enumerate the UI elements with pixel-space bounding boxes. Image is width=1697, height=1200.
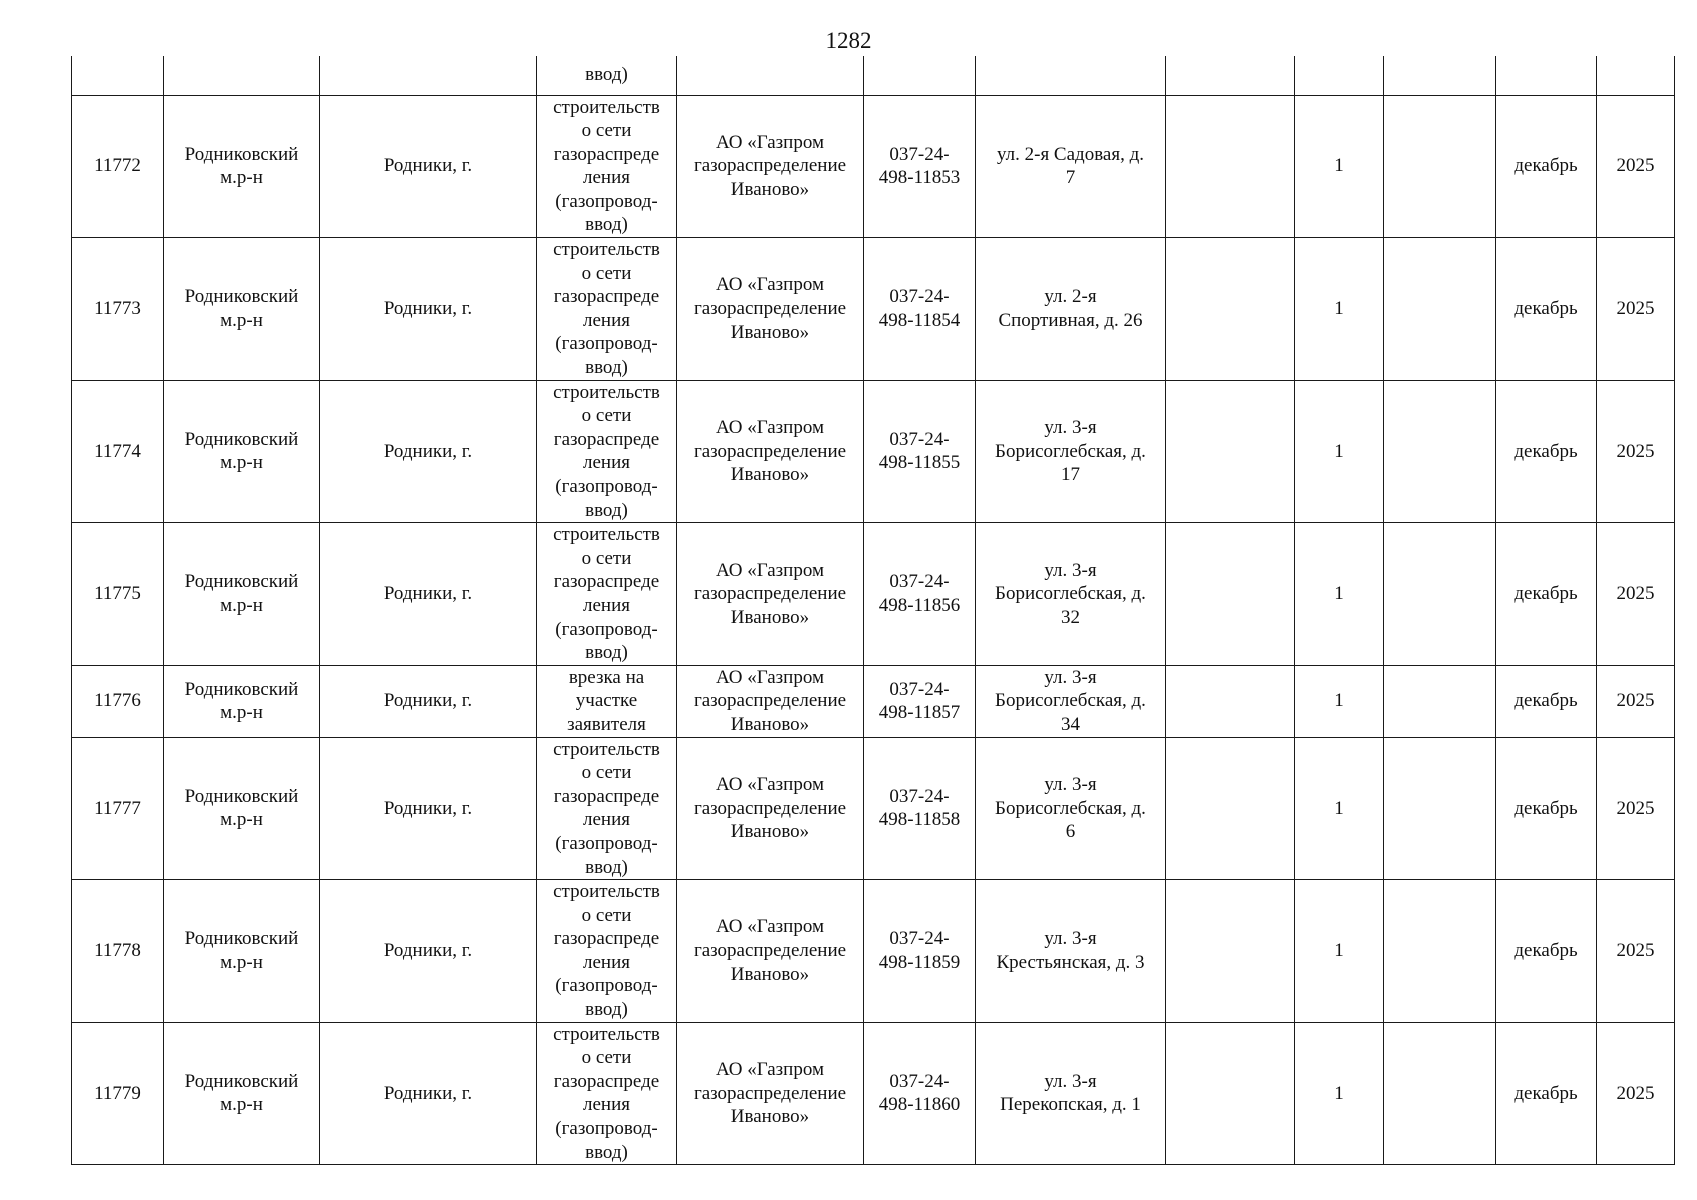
cell-code-text: 037-24- 498-11856 bbox=[878, 571, 961, 616]
registry-table bbox=[71, 56, 1675, 1165]
cell-year-text: 2025 bbox=[1616, 1082, 1655, 1104]
cell-id-text: 11775 bbox=[94, 583, 141, 605]
cell-quantity-text: 1 bbox=[1334, 583, 1344, 605]
cell-organization bbox=[677, 95, 864, 238]
cell-work-type bbox=[537, 380, 677, 523]
cell-district bbox=[164, 523, 320, 666]
cell-district bbox=[164, 56, 320, 95]
cell-year-text: 2025 bbox=[1616, 440, 1655, 462]
cell-month bbox=[1496, 95, 1597, 238]
cell-id bbox=[72, 1022, 164, 1165]
cell-address bbox=[976, 523, 1166, 666]
cell-quantity bbox=[1295, 665, 1384, 737]
cell-district-text: Родниковский м.р-н bbox=[184, 928, 299, 973]
cell-work-type-text: строительств о сети газораспреде ления (газопровод- ввод) bbox=[553, 524, 660, 664]
cell-organization bbox=[677, 880, 864, 1023]
cell-quantity-text: 1 bbox=[1334, 298, 1344, 320]
cell-code-text: 037-24- 498-11858 bbox=[878, 785, 961, 831]
cell-col8 bbox=[1166, 238, 1295, 381]
cell-organization-text: АО «Газпром газораспределение Иваново» bbox=[693, 773, 847, 843]
cell-code-text: 037-24- 498-11854 bbox=[878, 286, 961, 331]
cell-district-text: Родниковский м.р-н bbox=[184, 678, 299, 724]
cell-address bbox=[976, 1022, 1166, 1165]
cell-month bbox=[1496, 1022, 1597, 1165]
cell-code bbox=[864, 95, 976, 238]
cell-quantity bbox=[1295, 56, 1384, 95]
work-type-tail: ввод) bbox=[585, 64, 628, 86]
cell-month-text: декабрь bbox=[1514, 940, 1578, 962]
cell-year-text: 2025 bbox=[1616, 690, 1655, 712]
cell-col8 bbox=[1166, 880, 1295, 1023]
cell-locality-text: Родники, г. bbox=[383, 1082, 473, 1104]
cell-id bbox=[72, 880, 164, 1023]
cell-district-text: Родниковский м.р-н bbox=[184, 785, 299, 831]
cell-district-text: Родниковский м.р-н bbox=[184, 1070, 299, 1116]
cell-month bbox=[1496, 665, 1597, 737]
cell-work-type-text: строительств о сети газораспреде ления (газопровод- ввод) bbox=[553, 239, 660, 379]
cell-col8 bbox=[1166, 56, 1295, 95]
cell-district-text: Родниковский м.р-н bbox=[184, 286, 299, 331]
cell-address bbox=[976, 95, 1166, 238]
cell-id bbox=[72, 737, 164, 880]
cell-col10 bbox=[1384, 523, 1496, 666]
cell-locality bbox=[320, 1022, 537, 1165]
cell-address-text: ул. 3-я Перекопская, д. 1 bbox=[1000, 1070, 1141, 1116]
cell-quantity bbox=[1295, 737, 1384, 880]
cell-month-text: декабрь bbox=[1514, 690, 1578, 712]
cell-month bbox=[1496, 380, 1597, 523]
cell-district-text: Родниковский м.р-н bbox=[184, 571, 299, 616]
cell-district bbox=[164, 737, 320, 880]
cell-address bbox=[976, 737, 1166, 880]
table-row bbox=[72, 238, 1675, 381]
cell-col10 bbox=[1384, 56, 1496, 95]
cell-district-text: Родниковский м.р-н bbox=[184, 428, 299, 474]
cell-code-text: 037-24- 498-11860 bbox=[878, 1070, 961, 1116]
cell-work-type bbox=[537, 95, 677, 238]
cell-work-type bbox=[537, 665, 677, 737]
cell-year-text: 2025 bbox=[1616, 298, 1655, 320]
cell-id bbox=[72, 56, 164, 95]
cell-work-type bbox=[537, 56, 677, 95]
cell-code-text: 037-24- 498-11857 bbox=[878, 678, 961, 724]
cell-address bbox=[976, 238, 1166, 381]
cell-work-type-text: врезка на участке заявителя bbox=[567, 666, 646, 735]
cell-address-text: ул. 2-я Садовая, д. 7 bbox=[996, 143, 1145, 189]
cell-code bbox=[864, 56, 976, 95]
cell-address-text: ул. 3-я Борисоглебская, д. 6 bbox=[995, 773, 1146, 843]
cell-id bbox=[72, 238, 164, 381]
cell-year bbox=[1597, 880, 1675, 1023]
table-row bbox=[72, 95, 1675, 238]
table-row bbox=[72, 380, 1675, 523]
cell-address-text: ул. 2-я Спортивная, д. 26 bbox=[998, 286, 1143, 331]
cell-code-text: 037-24- 498-11855 bbox=[878, 428, 961, 474]
cell-organization-text: АО «Газпром газораспределение Иваново» bbox=[693, 1059, 847, 1128]
cell-id bbox=[72, 523, 164, 666]
cell-month-text: декабрь bbox=[1514, 1082, 1578, 1104]
cell-locality-text: Родники, г. bbox=[383, 583, 473, 605]
cell-district bbox=[164, 380, 320, 523]
cell-month-text: декабрь bbox=[1514, 797, 1578, 819]
cell-work-type bbox=[537, 523, 677, 666]
cell-code bbox=[864, 665, 976, 737]
table-row bbox=[72, 737, 1675, 880]
cell-quantity-text: 1 bbox=[1334, 797, 1344, 819]
table-row bbox=[72, 1022, 1675, 1165]
cell-organization bbox=[677, 56, 864, 95]
cell-quantity bbox=[1295, 238, 1384, 381]
cell-id-text: 11778 bbox=[94, 940, 141, 962]
table-row bbox=[72, 880, 1675, 1023]
cell-year bbox=[1597, 95, 1675, 238]
cell-work-type bbox=[537, 1022, 677, 1165]
cell-code-text: 037-24- 498-11853 bbox=[878, 143, 961, 189]
cell-quantity bbox=[1295, 880, 1384, 1023]
cell-quantity-text: 1 bbox=[1334, 690, 1344, 712]
cell-quantity bbox=[1295, 1022, 1384, 1165]
cell-district bbox=[164, 1022, 320, 1165]
cell-id bbox=[72, 95, 164, 238]
cell-id-text: 11774 bbox=[94, 440, 141, 462]
cell-quantity-text: 1 bbox=[1334, 1082, 1344, 1104]
table-row bbox=[72, 665, 1675, 737]
cell-col10 bbox=[1384, 880, 1496, 1023]
cell-locality bbox=[320, 737, 537, 880]
cell-organization bbox=[677, 238, 864, 381]
cell-quantity-text: 1 bbox=[1334, 440, 1344, 462]
cell-col8 bbox=[1166, 95, 1295, 238]
cell-id-text: 11772 bbox=[94, 155, 141, 177]
cell-month bbox=[1496, 56, 1597, 95]
cell-locality bbox=[320, 665, 537, 737]
cell-work-type-text: строительств о сети газораспреде ления (газопровод- ввод) bbox=[553, 738, 660, 878]
cell-district-text: Родниковский м.р-н bbox=[184, 143, 299, 189]
cell-organization-text: АО «Газпром газораспределение Иваново» bbox=[693, 559, 847, 628]
cell-code bbox=[864, 523, 976, 666]
cell-organization bbox=[677, 523, 864, 666]
cell-quantity-text: 1 bbox=[1334, 155, 1344, 177]
cell-col10 bbox=[1384, 95, 1496, 238]
cell-code bbox=[864, 1022, 976, 1165]
cell-district bbox=[164, 665, 320, 737]
cell-locality-text: Родники, г. bbox=[383, 797, 473, 819]
cell-col8 bbox=[1166, 737, 1295, 880]
cell-month bbox=[1496, 880, 1597, 1023]
cell-address bbox=[976, 380, 1166, 523]
cell-id-text: 11779 bbox=[94, 1082, 141, 1104]
cell-district bbox=[164, 95, 320, 238]
cell-col10 bbox=[1384, 737, 1496, 880]
cell-month-text: декабрь bbox=[1514, 155, 1578, 177]
cell-month-text: декабрь bbox=[1514, 440, 1578, 462]
cell-address bbox=[976, 56, 1166, 95]
cell-address-text: ул. 3-я Крестьянская, д. 3 bbox=[996, 928, 1145, 973]
cell-organization-text: АО «Газпром газораспределение Иваново» bbox=[693, 417, 847, 486]
cell-year bbox=[1597, 665, 1675, 737]
cell-code-text: 037-24- 498-11859 bbox=[878, 928, 961, 973]
cell-locality-text: Родники, г. bbox=[383, 440, 473, 462]
cell-locality bbox=[320, 238, 537, 381]
cell-col10 bbox=[1384, 1022, 1496, 1165]
cell-id bbox=[72, 665, 164, 737]
cell-id-text: 11776 bbox=[94, 690, 141, 712]
cell-work-type-text: строительств о сети газораспреде ления (газопровод- ввод) bbox=[553, 96, 660, 236]
cell-quantity bbox=[1295, 380, 1384, 523]
cell-district bbox=[164, 880, 320, 1023]
cell-id bbox=[72, 380, 164, 523]
cell-year bbox=[1597, 56, 1675, 95]
cell-work-type bbox=[537, 238, 677, 381]
cell-organization bbox=[677, 665, 864, 737]
cell-code bbox=[864, 238, 976, 381]
continuation-row bbox=[72, 56, 1675, 95]
cell-year-text: 2025 bbox=[1616, 155, 1655, 177]
cell-code bbox=[864, 737, 976, 880]
cell-organization bbox=[677, 380, 864, 523]
cell-address-text: ул. 3-я Борисоглебская, д. 17 bbox=[995, 417, 1146, 486]
table-body bbox=[72, 56, 1675, 1165]
cell-year bbox=[1597, 380, 1675, 523]
cell-address bbox=[976, 665, 1166, 737]
cell-locality bbox=[320, 95, 537, 238]
cell-col8 bbox=[1166, 665, 1295, 737]
cell-address-text: ул. 3-я Борисоглебская, д. 32 bbox=[995, 559, 1146, 628]
cell-organization bbox=[677, 737, 864, 880]
cell-col8 bbox=[1166, 380, 1295, 523]
cell-work-type-text: строительств о сети газораспреде ления (газопровод- ввод) bbox=[553, 881, 660, 1021]
cell-col10 bbox=[1384, 380, 1496, 523]
cell-quantity bbox=[1295, 523, 1384, 666]
cell-year-text: 2025 bbox=[1616, 797, 1655, 819]
cell-col8 bbox=[1166, 1022, 1295, 1165]
cell-locality-text: Родники, г. bbox=[383, 298, 473, 320]
cell-locality-text: Родники, г. bbox=[383, 155, 473, 177]
cell-organization-text: АО «Газпром газораспределение Иваново» bbox=[693, 916, 847, 985]
cell-year bbox=[1597, 523, 1675, 666]
cell-organization-text: АО «Газпром газораспределение Иваново» bbox=[693, 274, 847, 343]
cell-district bbox=[164, 238, 320, 381]
cell-organization bbox=[677, 1022, 864, 1165]
cell-year-text: 2025 bbox=[1616, 583, 1655, 605]
cell-year bbox=[1597, 1022, 1675, 1165]
cell-month-text: декабрь bbox=[1514, 583, 1578, 605]
cell-locality-text: Родники, г. bbox=[383, 940, 473, 962]
cell-month bbox=[1496, 737, 1597, 880]
cell-locality bbox=[320, 523, 537, 666]
table-row bbox=[72, 523, 1675, 666]
page-number: 1282 bbox=[825, 28, 872, 53]
cell-col8 bbox=[1166, 523, 1295, 666]
cell-address-text: ул. 3-я Борисоглебская, д. 34 bbox=[995, 666, 1146, 735]
cell-work-type bbox=[537, 737, 677, 880]
cell-quantity bbox=[1295, 95, 1384, 238]
cell-address bbox=[976, 880, 1166, 1023]
cell-work-type-text: строительств о сети газораспреде ления (газопровод- ввод) bbox=[553, 1023, 660, 1163]
cell-year bbox=[1597, 238, 1675, 381]
cell-organization-text: АО «Газпром газораспределение Иваново» bbox=[693, 666, 847, 735]
cell-year-text: 2025 bbox=[1616, 940, 1655, 962]
cell-work-type bbox=[537, 880, 677, 1023]
cell-month bbox=[1496, 523, 1597, 666]
cell-locality-text: Родники, г. bbox=[383, 690, 473, 712]
cell-code bbox=[864, 880, 976, 1023]
cell-locality bbox=[320, 56, 537, 95]
cell-id-text: 11777 bbox=[94, 797, 141, 819]
cell-locality bbox=[320, 380, 537, 523]
cell-month-text: декабрь bbox=[1514, 298, 1578, 320]
cell-quantity-text: 1 bbox=[1334, 940, 1344, 962]
cell-organization-text: АО «Газпром газораспределение Иваново» bbox=[693, 131, 847, 201]
cell-col10 bbox=[1384, 238, 1496, 381]
cell-code bbox=[864, 380, 976, 523]
cell-month bbox=[1496, 238, 1597, 381]
cell-work-type-text: строительств о сети газораспреде ления (газопровод- ввод) bbox=[553, 381, 660, 521]
cell-id-text: 11773 bbox=[94, 298, 141, 320]
cell-locality bbox=[320, 880, 537, 1023]
cell-year bbox=[1597, 737, 1675, 880]
cell-col10 bbox=[1384, 665, 1496, 737]
